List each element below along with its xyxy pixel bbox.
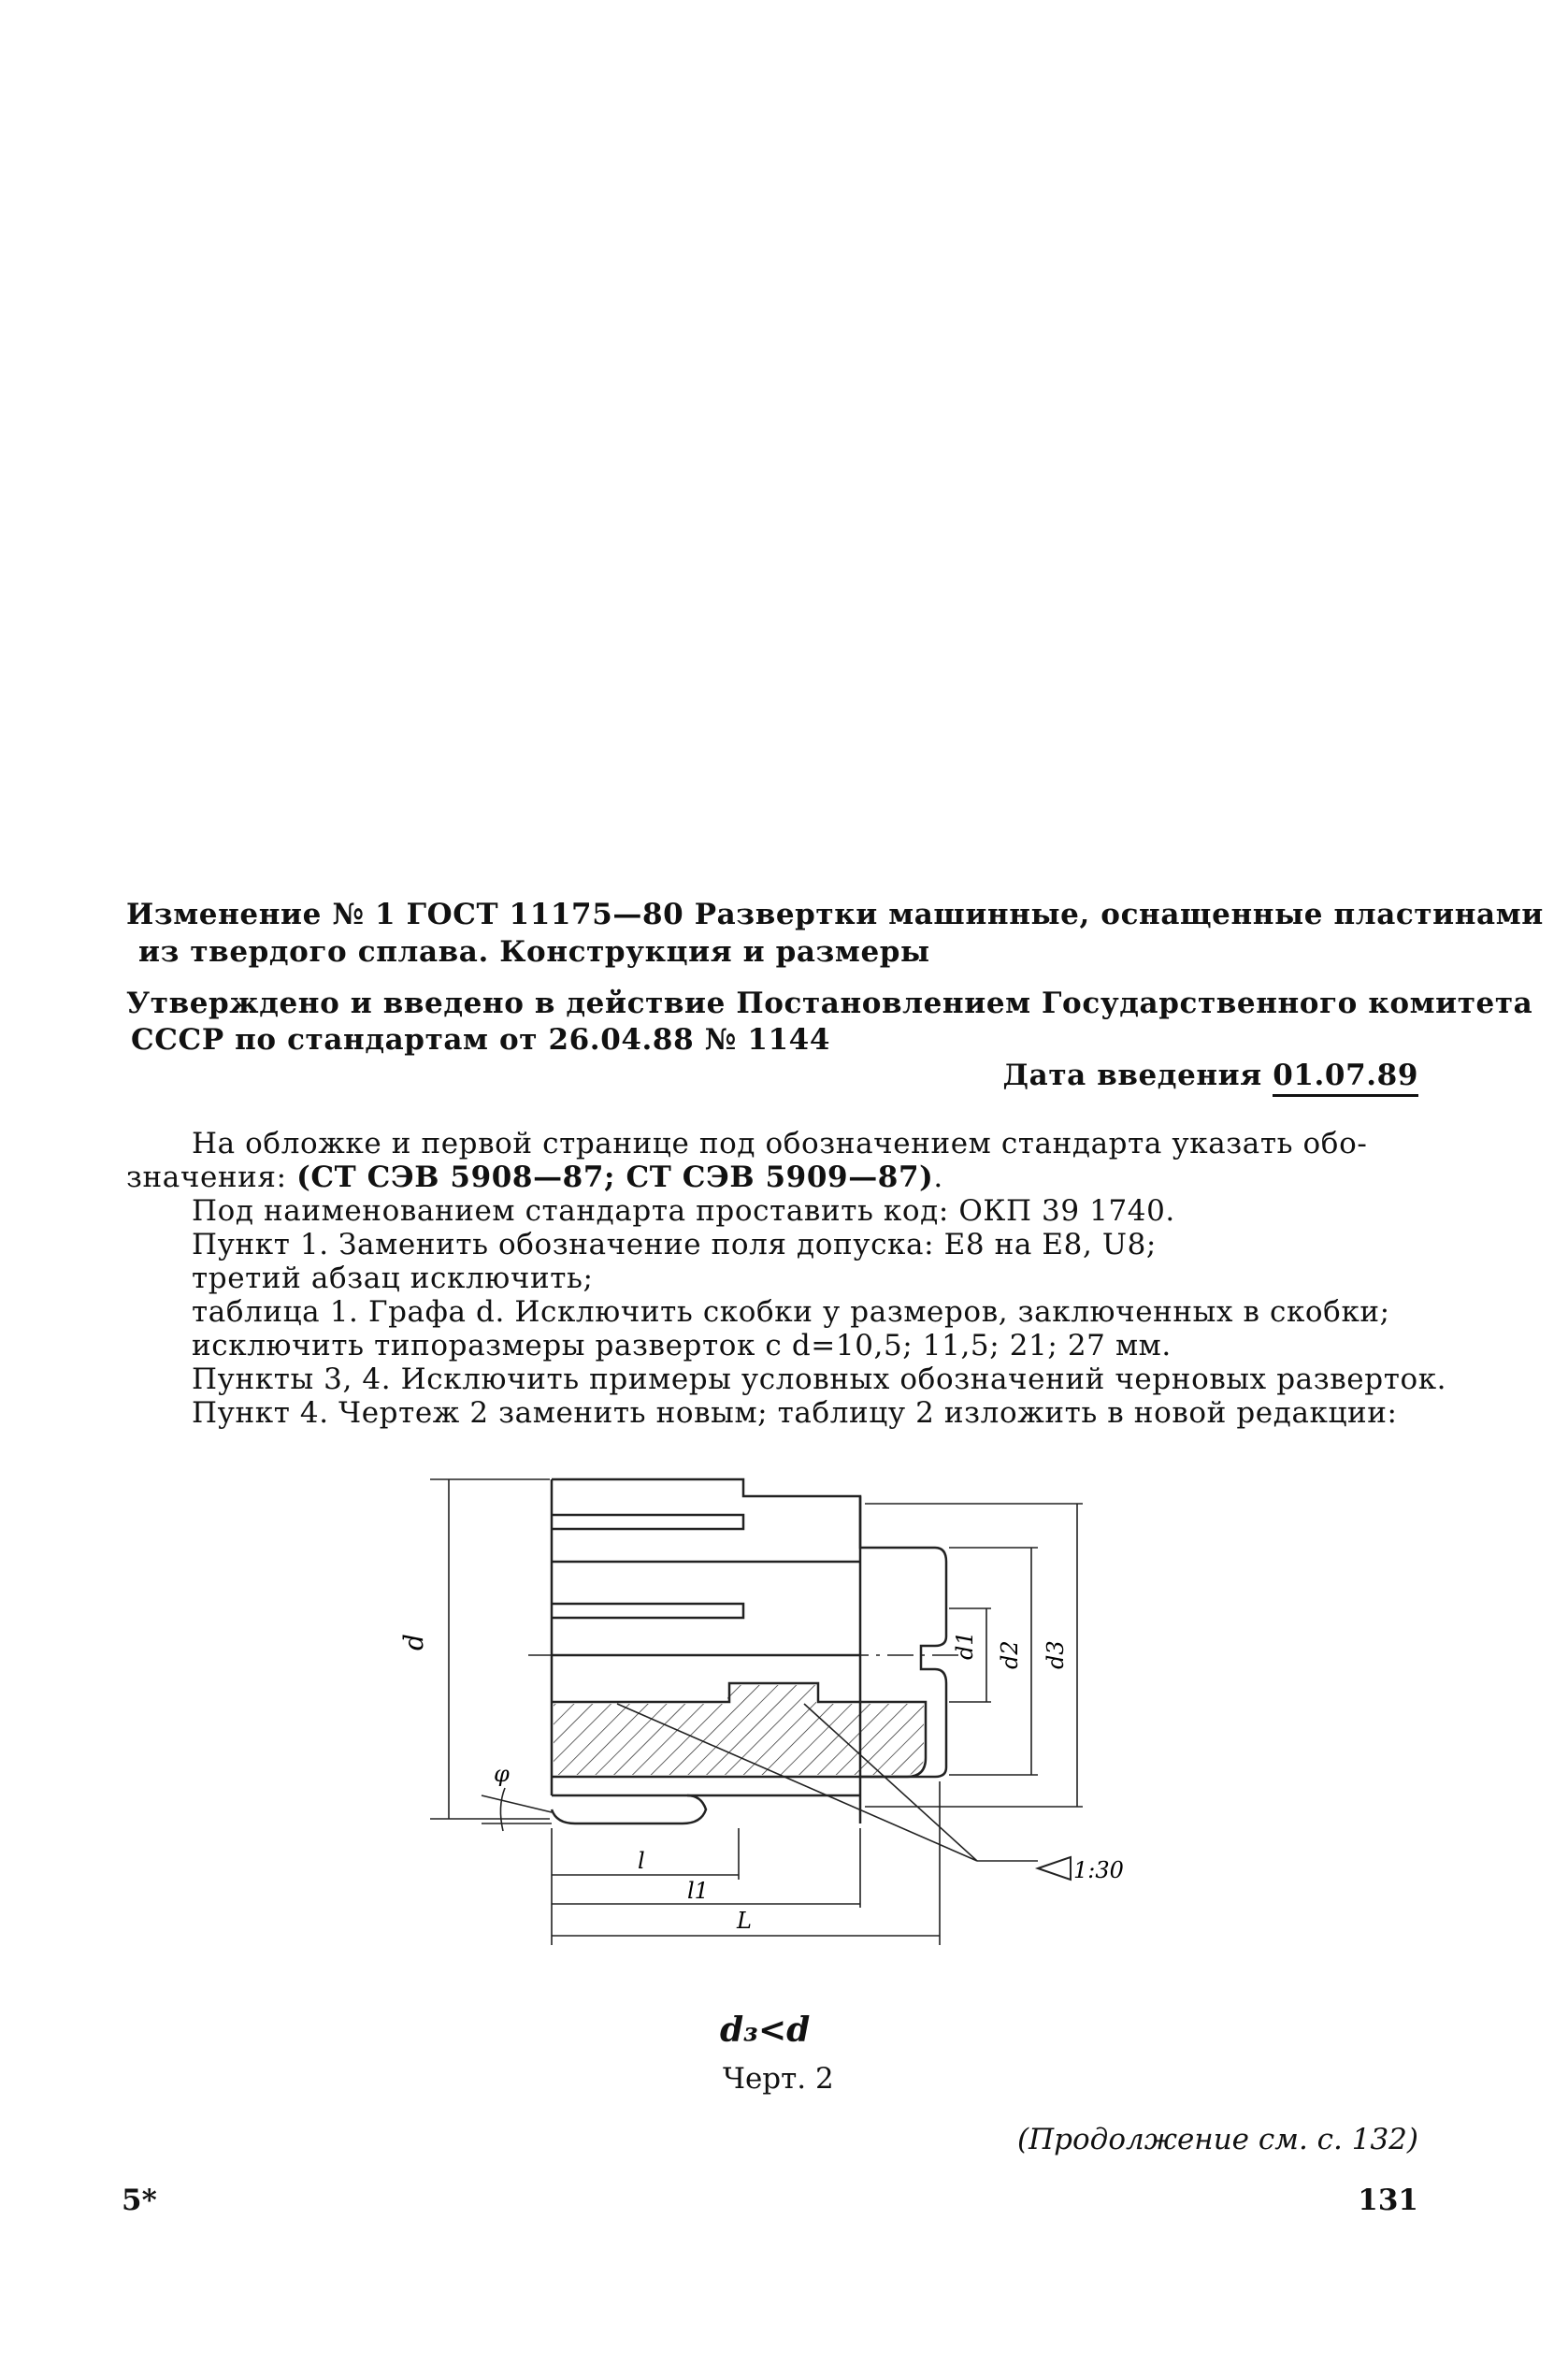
amendment-title-line2: из твердого сплава. Конструкция и размеры [138, 935, 930, 969]
paragraph-6: Пункты 3, 4. Исключить примеры условных обозначений черновых разверток. [192, 1362, 1447, 1396]
effective-date [1002, 1059, 1418, 1092]
phi-line-1 [482, 1795, 552, 1812]
effective-date-label: Дата введения [1002, 1059, 1262, 1092]
label-d1: d1 [952, 1631, 978, 1660]
approval-line1: Утверждено и введено в действие Постановлением Государственного комитета [126, 987, 1533, 1020]
body-outline-top [552, 1479, 935, 1548]
drawing-caption: Черт. 2 [723, 2062, 834, 2096]
paragraph-1-line1: На обложке и первой странице под обозначением стандарта указать обо- [192, 1127, 1368, 1160]
label-d: d [398, 1634, 429, 1650]
paragraph-2: Под наименованием стандарта проставить код: ОКП 39 1740. [192, 1194, 1175, 1228]
continuation-note: (Продолжение см. с. 132) [1017, 2123, 1418, 2156]
signature-mark: 5* [122, 2184, 157, 2217]
label-phi: φ [494, 1761, 510, 1787]
approval-line2: СССР по стандартам от 26.04.88 № 1144 [131, 1023, 831, 1057]
taper-symbol [1038, 1857, 1124, 1883]
phi-arc [500, 1788, 505, 1831]
label-l: l [638, 1848, 645, 1874]
page-number: 131 [1358, 2184, 1418, 2217]
paragraph-5-line1: таблица 1. Графа d. Исключить скобки у размеров, заключенных в скобки; [192, 1295, 1390, 1329]
label-L: L [737, 1908, 752, 1934]
label-l1: l1 [687, 1878, 709, 1904]
label-taper: 1:30 [1073, 1857, 1124, 1883]
drawing-condition: d₃<d [720, 2011, 811, 2050]
chamfer-profile [552, 1795, 706, 1823]
paragraph-1-bold: (СТ СЭВ 5908—87; СТ СЭВ 5909—87) [296, 1160, 934, 1194]
taper-triangle-icon [1038, 1857, 1071, 1880]
paragraph-3: Пункт 1. Заменить обозначение поля допуска: E8 на E8, U8; [192, 1228, 1157, 1261]
paragraph-1-line2 [126, 1160, 943, 1194]
amendment-title-line1: Изменение № 1 ГОСТ 11175—80 Развертки машинные, оснащенные пластинами [126, 898, 1544, 931]
paragraph-1-prefix: значения: [126, 1160, 297, 1194]
paragraph-5-line2: исключить типоразмеры разверток с d=10,5; 11,5; 21; 27 мм. [192, 1329, 1172, 1362]
label-d3: d3 [1043, 1640, 1069, 1669]
paragraph-4: третий абзац исключить; [192, 1261, 594, 1295]
label-d2: d2 [997, 1640, 1023, 1669]
paragraph-7: Пункт 4. Чертеж 2 заменить новым; таблицу 2 изложить в новой редакции: [192, 1396, 1398, 1430]
blade-slot-upper [552, 1515, 743, 1529]
blade-slot-lower [552, 1604, 743, 1618]
reamer-drawing [393, 1459, 1159, 1982]
paragraph-1-suffix: . [933, 1160, 943, 1194]
effective-date-value: 01.07.89 [1273, 1059, 1418, 1097]
